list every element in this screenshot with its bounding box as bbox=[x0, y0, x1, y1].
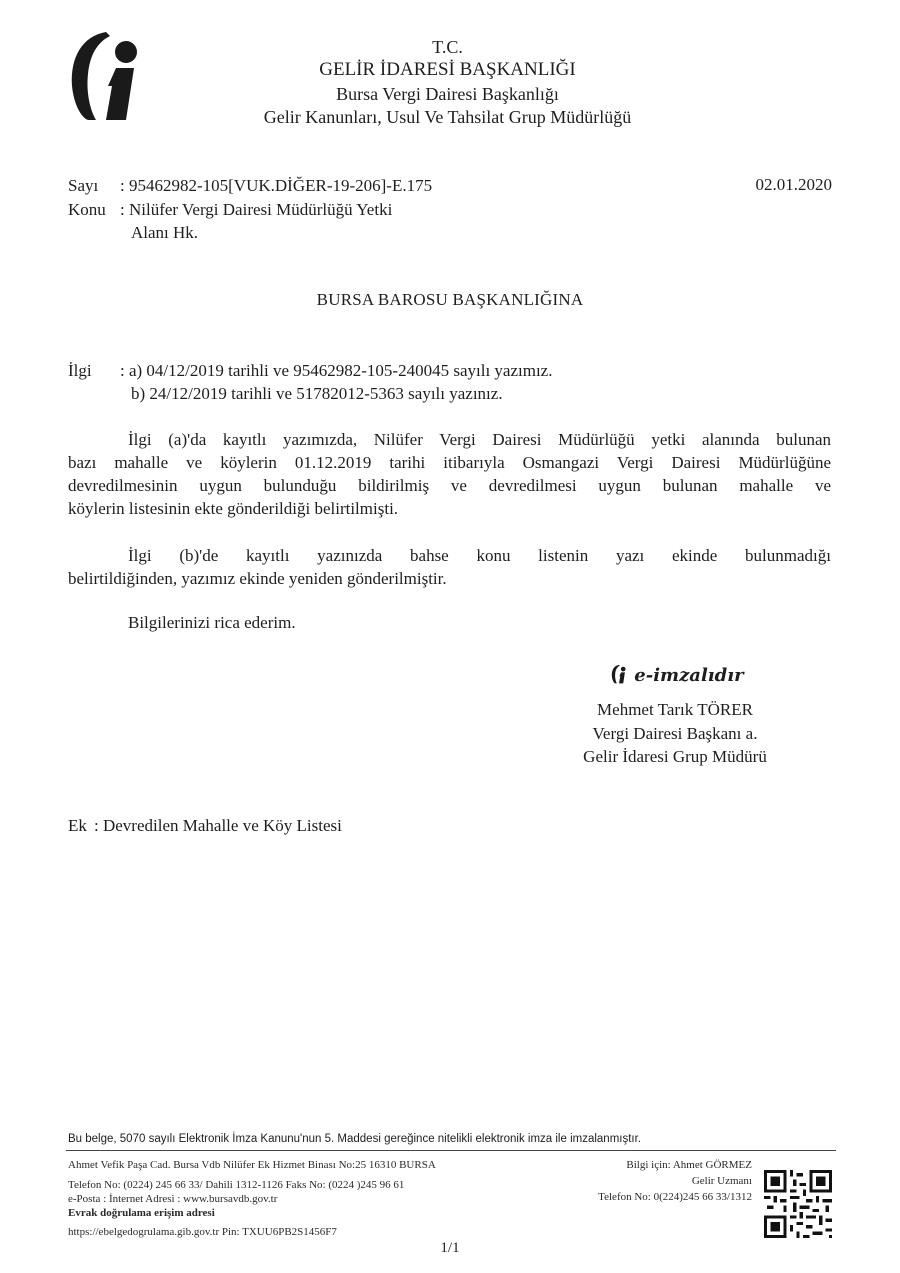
paragraph-line: İlgi (a)'da kayıtlı yazımızda, Nilüfer Vergi Dairesi Müdürlüğü yetki alanında bulunan bbox=[128, 430, 831, 449]
sayi-label: Sayı bbox=[68, 176, 99, 195]
sayi-value: : 95462982-105[VUK.DİĞER-19-206]-E.175 bbox=[120, 176, 433, 195]
footer-info-name: Bilgi için: Ahmet GÖRMEZ bbox=[626, 1159, 752, 1171]
footer-phone: Telefon No: (0224) 245 66 33/ Dahili 1312-1126 Faks No: (0224 )245 96 61 bbox=[68, 1179, 405, 1191]
e-signature-text: e-imzalıdır bbox=[634, 665, 744, 686]
ilgi-b: b) 24/12/2019 tarihli ve 51782012-5363 sayılı yazınız. bbox=[131, 384, 503, 403]
footer-email: e-Posta : İnternet Adresi : www.bursavdb.gov.tr bbox=[68, 1193, 278, 1205]
footer-address: Ahmet Vefik Paşa Cad. Bursa Vdb Nilüfer Ek Hizmet Binası No:25 16310 BURSA bbox=[68, 1159, 436, 1171]
konu-label: Konu bbox=[68, 200, 106, 219]
attachment-value: : Devredilen Mahalle ve Köy Listesi bbox=[94, 816, 342, 835]
header-institution: GELİR İDARESİ BAŞKANLIĞI bbox=[319, 59, 576, 80]
footer-esign-note: Bu belge, 5070 sayılı Elektronik İmza Kanunu'nun 5. Maddesi gereğince nitelikli elektronik imza ile imzalanmıştır. bbox=[68, 1133, 642, 1145]
footer-divider bbox=[66, 1150, 836, 1151]
page-number: 1/1 bbox=[440, 1240, 460, 1256]
gib-logo bbox=[66, 28, 146, 123]
konu-value-cont: Alanı Hk. bbox=[131, 223, 199, 242]
header-unit: Gelir Kanunları, Usul Ve Tahsilat Grup Müdürlüğü bbox=[263, 107, 632, 127]
konu-value: : Nilüfer Vergi Dairesi Müdürlüğü Yetki bbox=[120, 200, 393, 219]
footer-info-title: Gelir Uzmanı bbox=[691, 1175, 752, 1187]
signer-name: Mehmet Tarık TÖRER bbox=[597, 700, 753, 719]
paragraph-line: belirtildiğinden, yazımız ekinde yeniden gönderilmiştir. bbox=[68, 569, 447, 588]
e-signature-mark bbox=[610, 664, 744, 686]
paragraph-line: bazı mahalle ve köylerin 01.12.2019 tarihi itibarıyla Osmangazi Vergi Dairesi Müdürlüğüne bbox=[68, 453, 831, 472]
ilgi-label: İlgi bbox=[68, 361, 92, 380]
signer-title-2: Gelir İdaresi Grup Müdürü bbox=[583, 747, 767, 766]
body-paragraph-2 bbox=[68, 544, 831, 590]
document-date: 02.01.2020 bbox=[755, 175, 832, 194]
paragraph-line: İlgi (b)'de kayıtlı yazınızda bahse konu listenin yazı ekinde bulunmadığı bbox=[128, 546, 831, 565]
footer-verify-title bbox=[68, 1206, 215, 1220]
footer-info-phone: Telefon No: 0(224)245 66 33/1312 bbox=[598, 1191, 752, 1203]
paragraph-line: devredilmesinin uygun bulunduğu bildirilmiş ve devredilmesi uygun bulunan mahalle ve bbox=[68, 476, 831, 495]
closing-text: Bilgilerinizi rica ederim. bbox=[128, 613, 296, 632]
footer-verify-url: https://ebelgedogrulama.gib.gov.tr Pin: TXUU6PB2S1456F7 bbox=[68, 1226, 337, 1238]
paragraph-line: köylerin listesinin ekte gönderildiği belirtilmişti. bbox=[68, 499, 399, 518]
recipient: BURSA BAROSU BAŞKANLIĞINA bbox=[316, 290, 584, 309]
header-department: Bursa Vergi Dairesi Başkanlığı bbox=[336, 84, 559, 104]
attachment-label: Ek bbox=[68, 816, 87, 835]
body-paragraph-1 bbox=[68, 428, 831, 520]
verify-title-text: Evrak doğrulama erişim adresi bbox=[68, 1207, 215, 1219]
gib-small-icon bbox=[610, 664, 628, 684]
qr-code-icon bbox=[764, 1170, 832, 1238]
ilgi-a: : a) 04/12/2019 tarihli ve 95462982-105-240045 sayılı yazımız. bbox=[120, 361, 553, 380]
header-tc: T.C. bbox=[432, 37, 463, 57]
signer-title-1: Vergi Dairesi Başkanı a. bbox=[592, 724, 758, 743]
